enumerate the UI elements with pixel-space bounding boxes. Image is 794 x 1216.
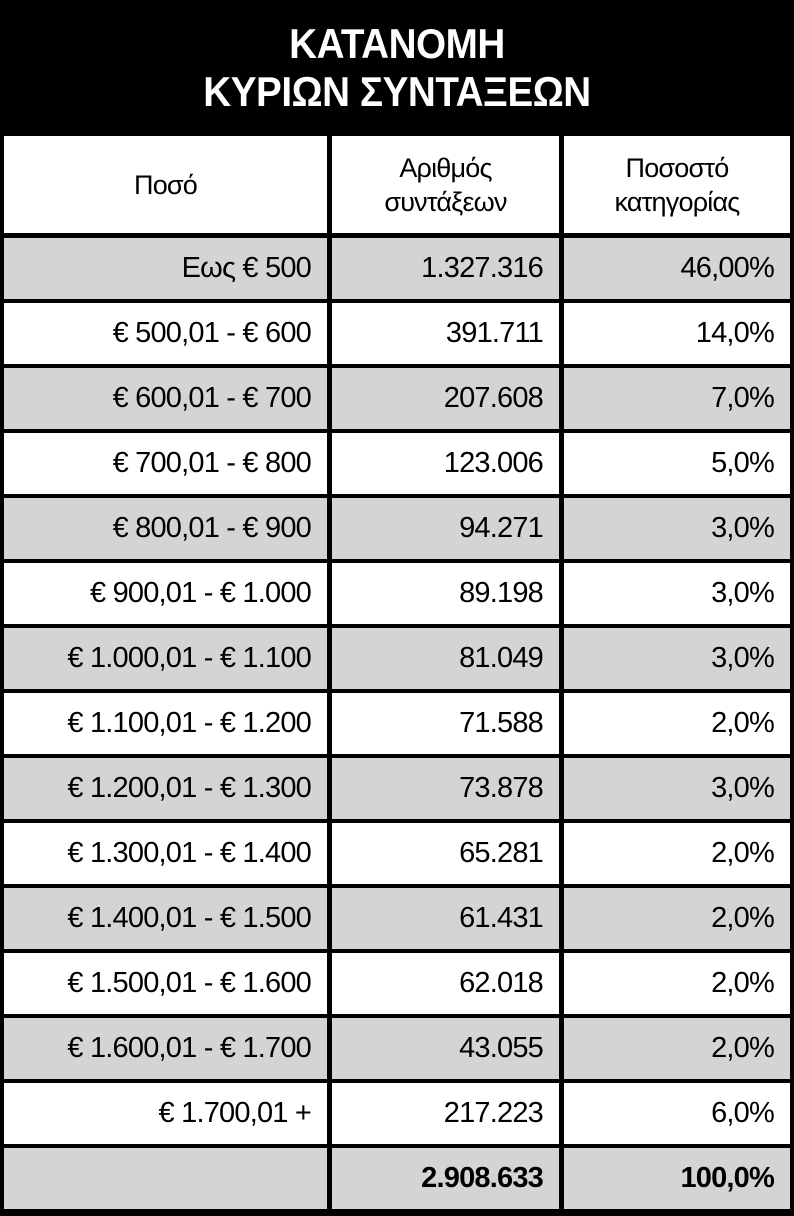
amount-range-cell: € 800,01 - € 900 — [4, 498, 327, 559]
table-row — [4, 693, 790, 754]
total-percentage: 100,0% — [564, 1148, 790, 1209]
amount-range-cell: € 1.200,01 - € 1.300 — [4, 758, 327, 819]
amount-range-cell: € 700,01 - € 800 — [4, 433, 327, 494]
header-count-line-2: συντάξεων — [384, 186, 507, 217]
total-row — [4, 1148, 790, 1209]
table-row — [4, 433, 790, 494]
amount-range-cell: € 500,01 - € 600 — [4, 303, 327, 364]
amount-range-cell: € 1.000,01 - € 1.100 — [4, 628, 327, 689]
title-line-1: ΚΑΤΑΝΟΜΗ — [289, 19, 505, 67]
table-row — [4, 238, 790, 299]
category-percentage-cell: 14,0% — [564, 303, 790, 364]
pension-count-cell: 123.006 — [332, 433, 559, 494]
header-row — [4, 136, 790, 233]
category-percentage-cell: 46,00% — [564, 238, 790, 299]
category-percentage-cell: 2,0% — [564, 1018, 790, 1079]
pension-count-cell: 94.271 — [332, 498, 559, 559]
table-body — [4, 238, 790, 1144]
pension-count-cell: 61.431 — [332, 888, 559, 949]
amount-range-cell: € 600,01 - € 700 — [4, 368, 327, 429]
header-pct-line-2: κατηγορίας — [614, 186, 740, 217]
amount-range-cell: € 900,01 - € 1.000 — [4, 563, 327, 624]
pension-count-cell: 81.049 — [332, 628, 559, 689]
table-row — [4, 888, 790, 949]
table-row — [4, 368, 790, 429]
header-count-line-1: Αριθμός — [399, 152, 492, 183]
category-percentage-cell: 3,0% — [564, 498, 790, 559]
pension-count-cell: 391.711 — [332, 303, 559, 364]
header-percentage — [564, 136, 790, 233]
category-percentage-cell: 2,0% — [564, 888, 790, 949]
title-line-2: ΚΥΡΙΩΝ ΣΥΝΤΑΞΕΩΝ — [203, 67, 591, 115]
table-row — [4, 1083, 790, 1144]
pension-count-cell: 89.198 — [332, 563, 559, 624]
header-amount-label: Ποσό — [134, 169, 197, 200]
amount-range-cell: € 1.300,01 - € 1.400 — [4, 823, 327, 884]
category-percentage-cell: 3,0% — [564, 628, 790, 689]
table-row — [4, 1018, 790, 1079]
category-percentage-cell: 6,0% — [564, 1083, 790, 1144]
table-row — [4, 823, 790, 884]
table-row — [4, 628, 790, 689]
pension-count-cell: 62.018 — [332, 953, 559, 1014]
header-amount — [4, 136, 327, 233]
category-percentage-cell: 3,0% — [564, 563, 790, 624]
pension-count-cell: 65.281 — [332, 823, 559, 884]
amount-range-cell: € 1.600,01 - € 1.700 — [4, 1018, 327, 1079]
pension-count-cell: 207.608 — [332, 368, 559, 429]
amount-range-cell: € 1.500,01 - € 1.600 — [4, 953, 327, 1014]
table-row — [4, 498, 790, 559]
category-percentage-cell: 5,0% — [564, 433, 790, 494]
table-row — [4, 563, 790, 624]
category-percentage-cell: 2,0% — [564, 693, 790, 754]
total-count: 2.908.633 — [332, 1148, 559, 1209]
table-row — [4, 758, 790, 819]
table-grid — [4, 136, 790, 1213]
table-row — [4, 303, 790, 364]
category-percentage-cell: 7,0% — [564, 368, 790, 429]
amount-range-cell: Εως € 500 — [4, 238, 327, 299]
table-row — [4, 953, 790, 1014]
total-range — [4, 1148, 327, 1209]
amount-range-cell: € 1.700,01 + — [4, 1083, 327, 1144]
table-title — [32, 0, 762, 135]
amount-range-cell: € 1.400,01 - € 1.500 — [4, 888, 327, 949]
pension-count-cell: 43.055 — [332, 1018, 559, 1079]
amount-range-cell: € 1.100,01 - € 1.200 — [4, 693, 327, 754]
category-percentage-cell: 2,0% — [564, 823, 790, 884]
pension-count-cell: 73.878 — [332, 758, 559, 819]
pension-count-cell: 1.327.316 — [332, 238, 559, 299]
header-count — [332, 136, 559, 233]
category-percentage-cell: 2,0% — [564, 953, 790, 1014]
pension-count-cell: 217.223 — [332, 1083, 559, 1144]
header-pct-line-1: Ποσοστό — [625, 152, 729, 183]
category-percentage-cell: 3,0% — [564, 758, 790, 819]
pension-count-cell: 71.588 — [332, 693, 559, 754]
